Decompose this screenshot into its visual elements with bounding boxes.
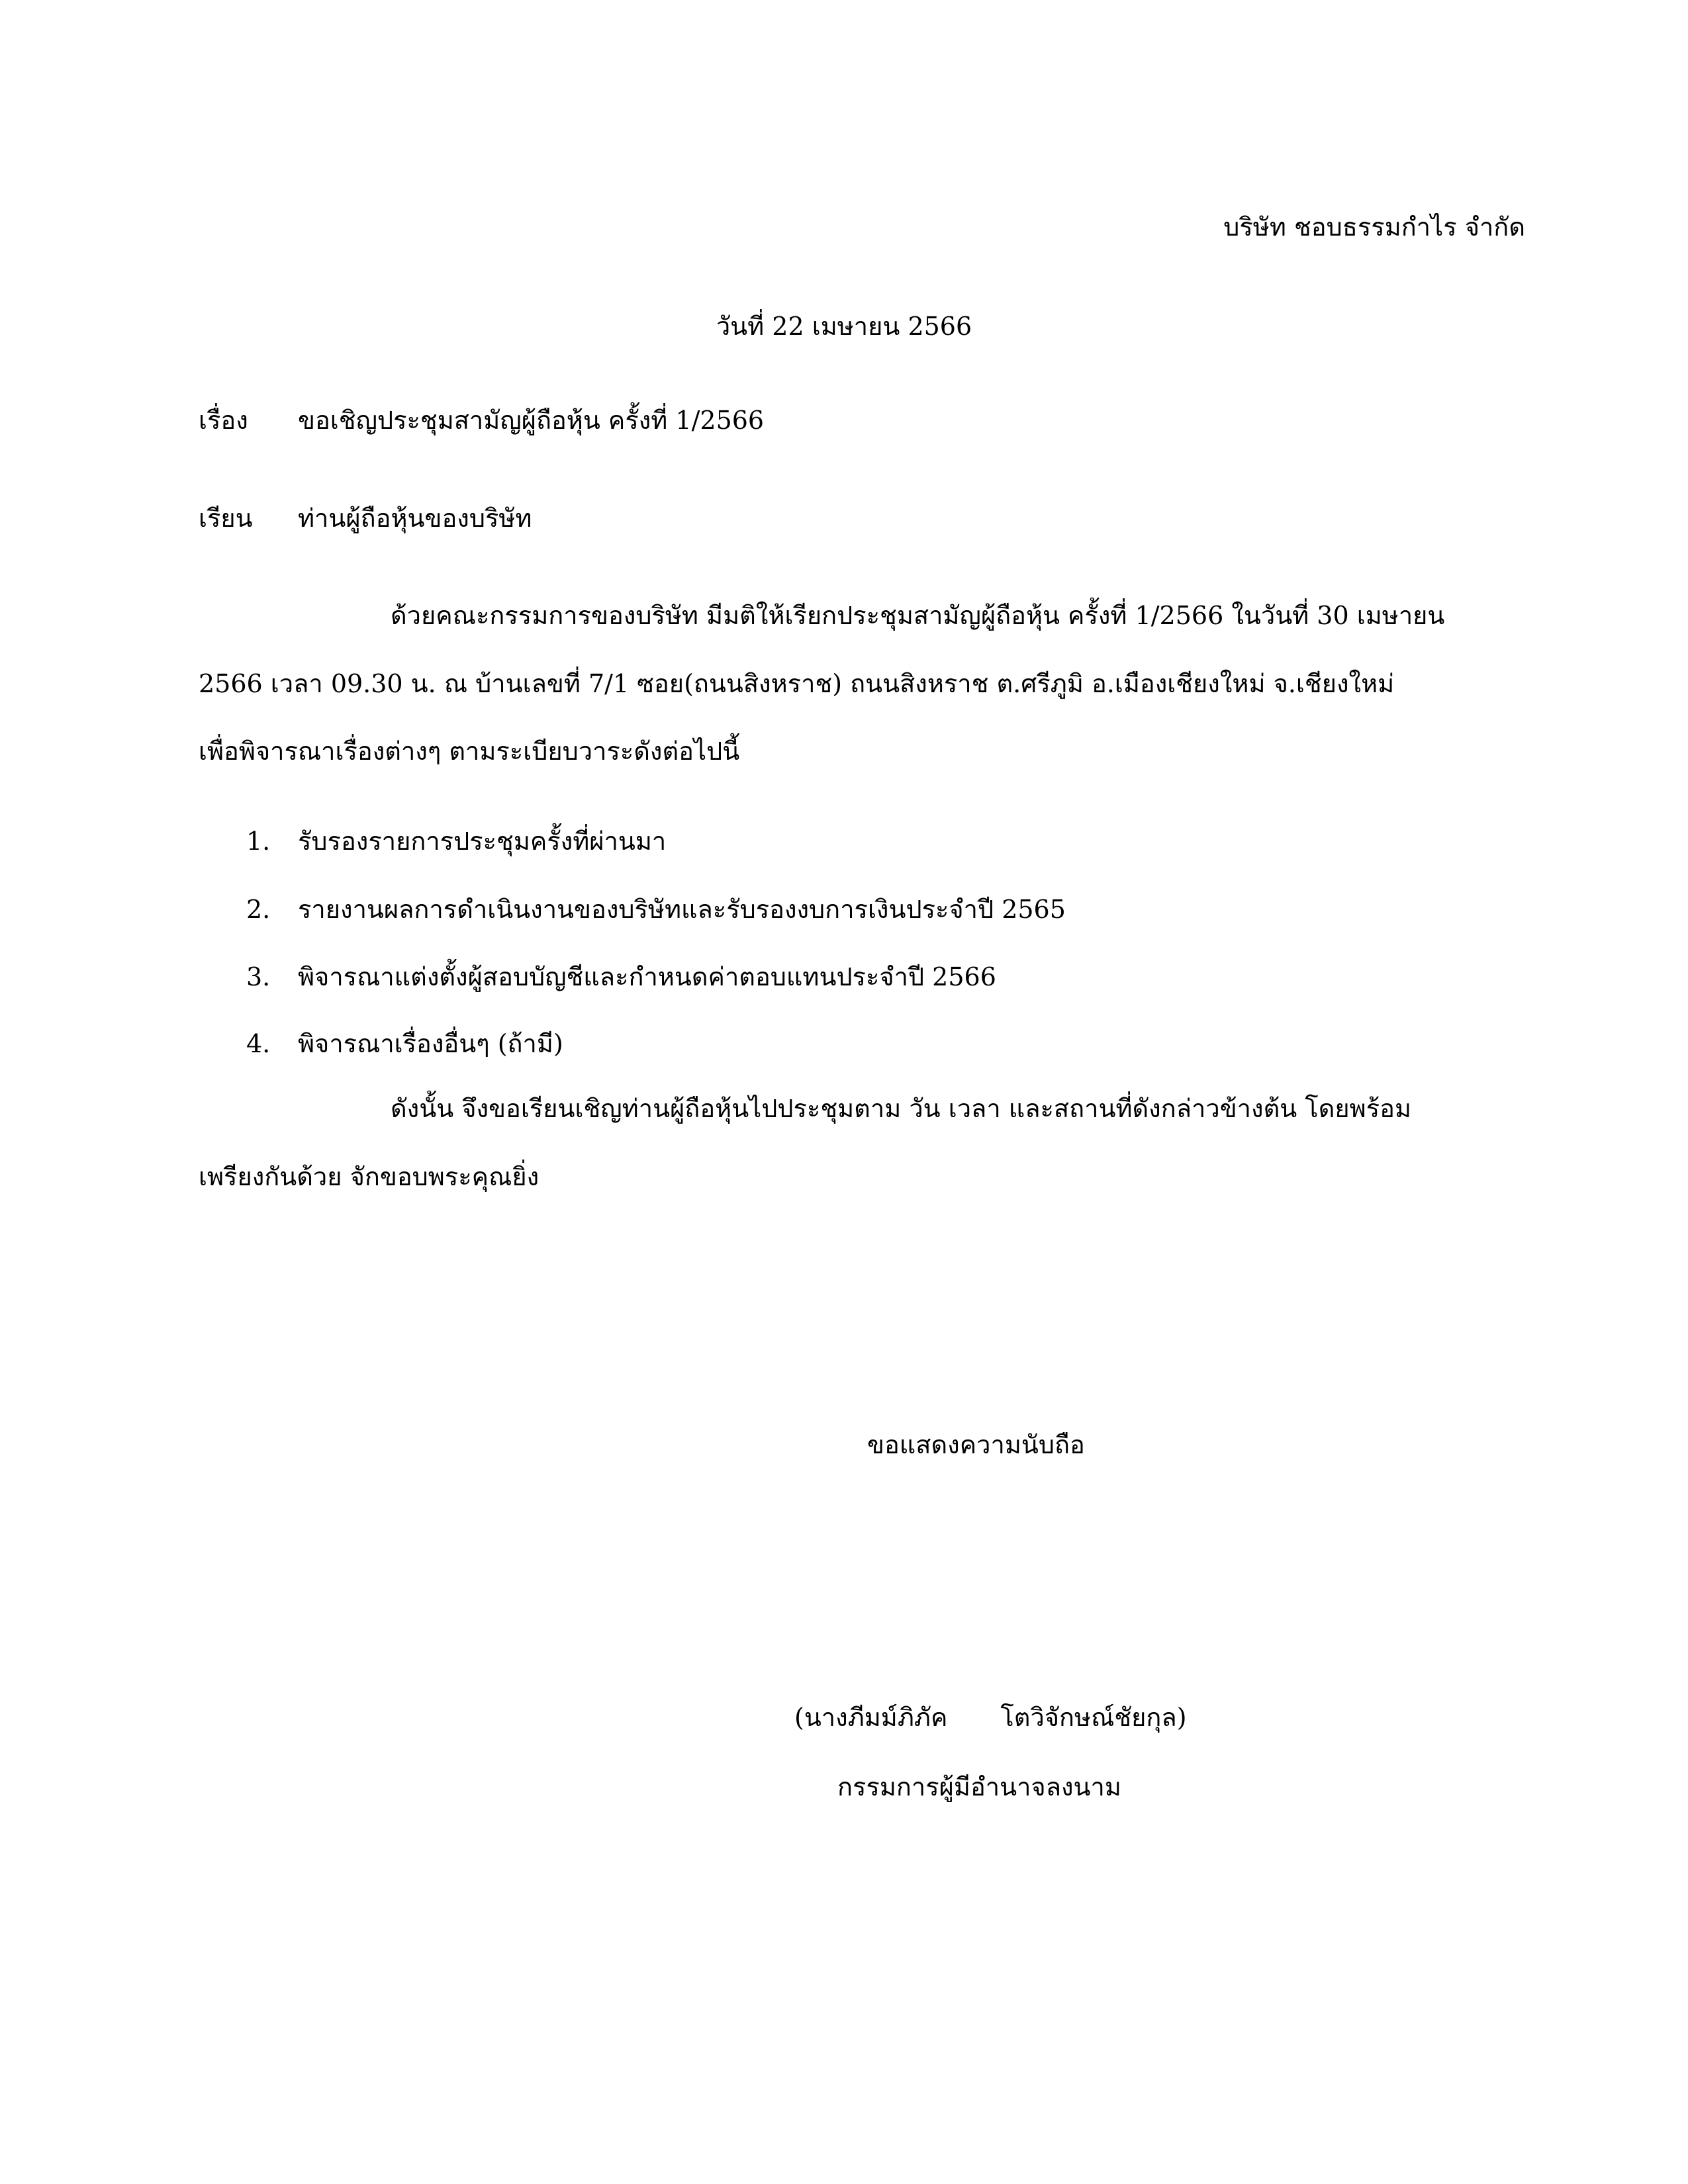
paragraph-1-line-2: 2566 เวลา 09.30 น. ณ บ้านเลขที่ 7/1 ซอย(ถนนสิงหราช) ถนนสิงหราช ต.ศรีภูมิ อ.เมืองเชียงใหม่ จ.เชียงใหม่ — [199, 669, 1395, 698]
company-name: บริษัท ชอบธรรมกำไร จำกัด — [1223, 212, 1525, 242]
signer-name — [794, 1701, 1187, 1734]
agenda-item-text: พิจารณาเรื่องอื่นๆ (ถ้ามี) — [298, 1029, 563, 1058]
agenda-item-number: 2. — [246, 895, 271, 924]
agenda-item-text: พิจารณาแต่งตั้งผู้สอบบัญชีและกำหนดค่าตอบแทนประจำปี 2566 — [298, 962, 996, 991]
paragraph-1-line-3: เพื่อพิจารณาเรื่องต่างๆ ตามระเบียบวาระดังต่อไปนี้ — [199, 737, 740, 766]
paragraph-2-line-1: ดังนั้น จึงขอเรียนเชิญท่านผู้ถือหุ้นไปประชุมตาม วัน เวลา และสถานที่ดังกล่าวข้างต้น โดยพร้อม — [391, 1094, 1411, 1123]
signer-last-name: โตวิจักษณ์ชัยกุล) — [1000, 1703, 1187, 1732]
signer-position: กรรมการผู้มีอำนาจลงนาม — [837, 1772, 1121, 1801]
agenda-item-text: รายงานผลการดำเนินงานของบริษัทและรับรองงบการเงินประจำปี 2565 — [298, 895, 1066, 924]
paragraph-2-line-2: เพรียงกันด้วย จักขอบพระคุณยิ่ง — [199, 1162, 539, 1191]
letter-date: วันที่ 22 เมษายน 2566 — [716, 312, 972, 341]
paragraph-1-line-1: ด้วยคณะกรรมการของบริษัท มีมติให้เรียกประชุมสามัญผู้ถือหุ้น ครั้งที่ 1/2566 ในวันที่ 30 เมษายน — [391, 601, 1445, 630]
signer-first-name: (นางภีมม์ภิภัค — [794, 1703, 948, 1732]
recipient-text: ท่านผู้ถือหุ้นของบริษัท — [298, 504, 532, 533]
closing-salutation: ขอแสดงความนับถือ — [867, 1430, 1085, 1459]
agenda-item-text: รับรองรายการประชุมครั้งที่ผ่านมา — [298, 827, 667, 856]
agenda-item-number: 4. — [246, 1029, 271, 1058]
subject-text: ขอเชิญประชุมสามัญผู้ถือหุ้น ครั้งที่ 1/2566 — [298, 406, 765, 435]
subject-label: เรื่อง — [199, 406, 248, 435]
recipient-label: เรียน — [199, 504, 253, 533]
agenda-item-number: 1. — [246, 827, 271, 856]
agenda-item-number: 3. — [246, 962, 271, 991]
